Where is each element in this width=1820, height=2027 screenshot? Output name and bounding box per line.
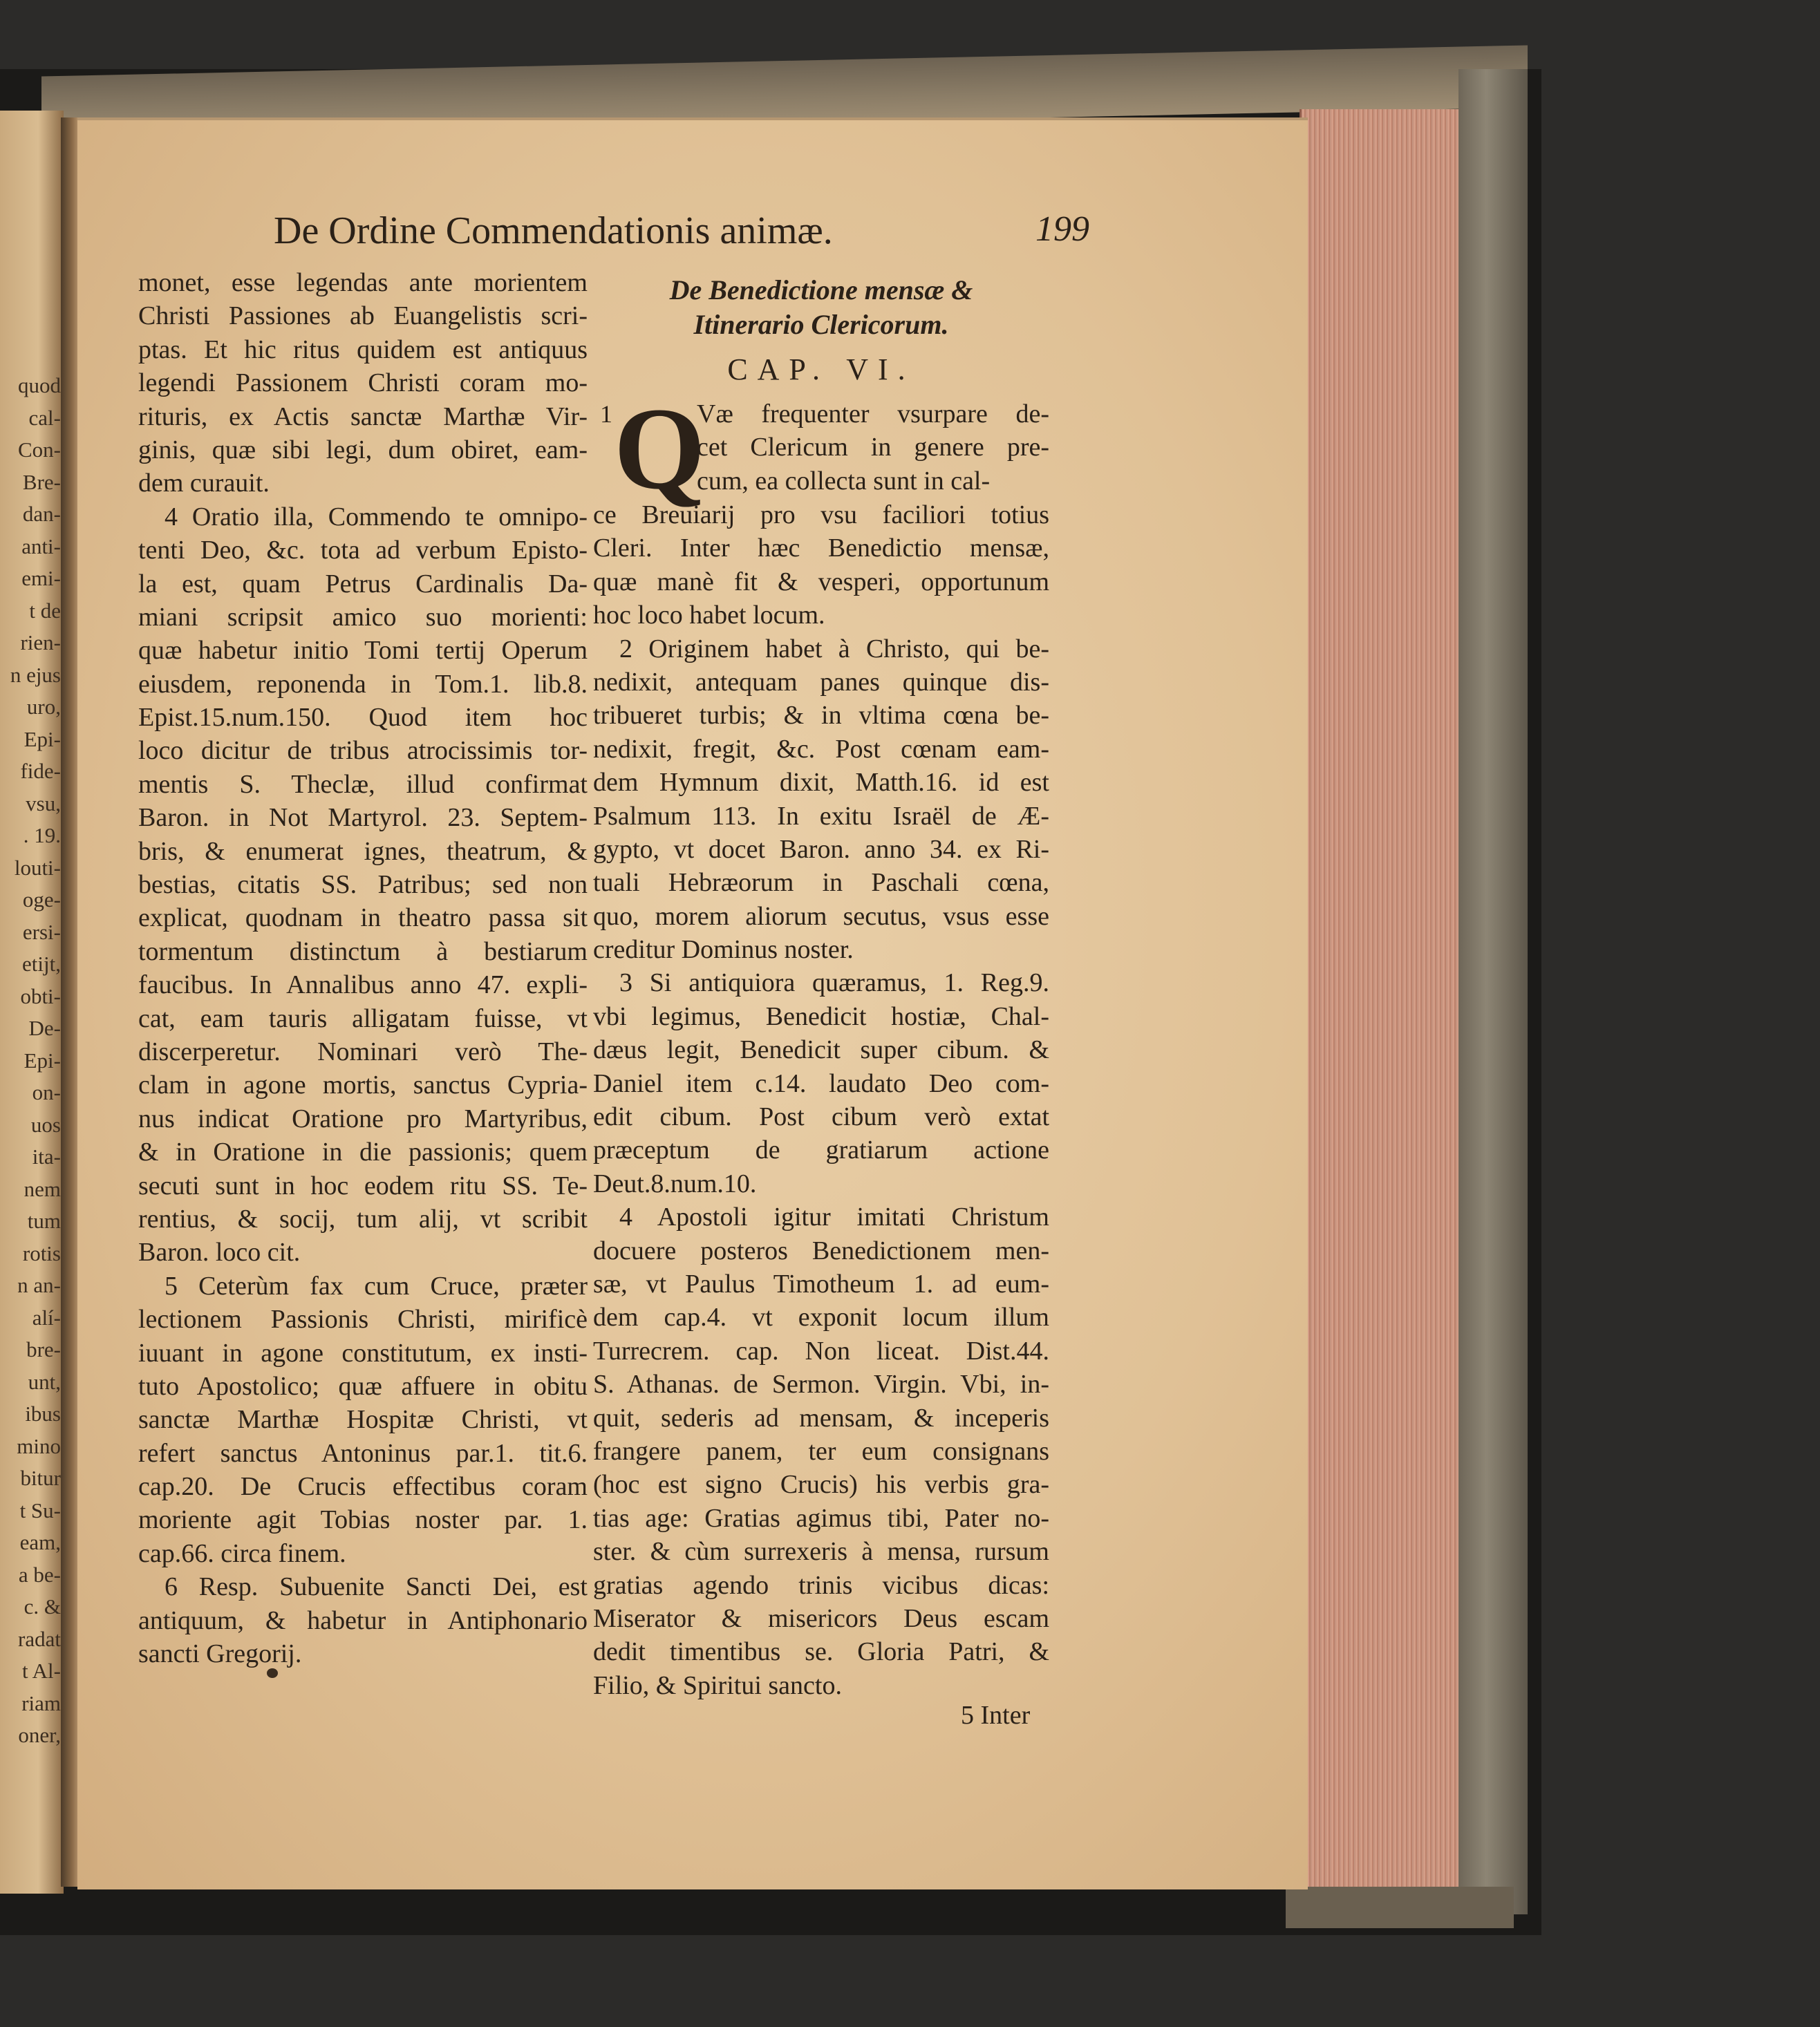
facing-page-fragment: Epi- — [24, 1048, 61, 1073]
facing-page-fragment: n ejus — [10, 662, 61, 687]
text-line: Deut.8.num.10. — [593, 1169, 757, 1198]
text-line: quo, morem aliorum secutus, vsus esse — [593, 901, 1049, 931]
text-line: dem Hymnum dixit, Matth.16. id est — [593, 768, 1049, 798]
text-line: 5 Ceterùm fax cum Cruce, præter — [165, 1271, 588, 1301]
text-line: creditur Dominus noster. — [593, 935, 854, 965]
dropcap-lines — [697, 397, 1049, 498]
text-line: nus indicat Oratione pro Martyribus, — [138, 1104, 588, 1133]
text-line: tias age: Gratias agimus tibi, Pater no- — [593, 1503, 1049, 1533]
chapter-label: CAP. VI. — [727, 352, 915, 386]
facing-page-fragment: quod — [18, 373, 61, 397]
text-line: ster. & cùm surrexeris à mensa, rursum — [593, 1537, 1049, 1567]
text-line: legendi Passionem Christi coram mo- — [138, 368, 588, 398]
section-heading-line: Itinerario Clericorum. — [693, 309, 949, 340]
facing-page-fragment: ersi- — [22, 919, 61, 944]
facing-page-fragment: c. & — [24, 1594, 61, 1619]
text-line: miani scripsit amico suo morienti: — [138, 602, 588, 632]
text-line: 4 Apostoli igitur imitati Christum — [619, 1203, 1049, 1232]
text-line: tribueret turbis; & in vltima cœna be- — [593, 701, 1049, 730]
facing-page-fragment: alí- — [32, 1305, 61, 1330]
facing-page-fragment: Bre- — [22, 469, 61, 494]
text-line: cum, ea collecta sunt in cal- — [697, 466, 991, 496]
text-line: & in Oratione in die passionis; quem — [138, 1138, 588, 1167]
facing-page-fragment: ita- — [32, 1144, 61, 1169]
facing-page-fragment: dan- — [22, 502, 61, 526]
facing-page-fragment: De- — [28, 1016, 61, 1040]
text-line: gratias agendo trinis vicibus dicas: — [593, 1570, 1049, 1600]
text-line: (hoc est signo Crucis) his verbis gra- — [593, 1470, 1049, 1500]
facing-page-fragment: fide- — [20, 759, 61, 783]
text-line: monet, esse legendas ante morientem — [138, 268, 588, 297]
text-line: Daniel item c.14. laudato Deo com- — [593, 1068, 1049, 1098]
facing-page-fragment: etijt, — [22, 952, 61, 976]
facing-page-fragment: n an- — [17, 1273, 61, 1297]
text-line: secuti sunt in hoc eodem ritu SS. Te- — [138, 1171, 588, 1200]
text-line: nedixit, antequam panes quinque dis- — [593, 667, 1049, 697]
text-line: edit cibum. Post cibum verò extat — [593, 1102, 1049, 1132]
section-heading-line: De Benedictione mensæ & — [669, 274, 973, 305]
text-line: Psalmum 113. In exitu Israël de Æ- — [593, 801, 1049, 831]
text-line: gypto, vt docet Baron. anno 34. ex Ri- — [593, 834, 1049, 864]
facing-page-fragment: t Su- — [19, 1498, 61, 1522]
text-line: Epist.15.num.150. Quod item hoc — [138, 703, 588, 733]
facing-page-fragment: vsu, — [26, 791, 61, 815]
text-line: quit, sederis ad mensam, & inceperis — [593, 1403, 1049, 1433]
text-line: dæus legit, Benedicit super cibum. & — [593, 1035, 1049, 1065]
facing-page-fragment: . 19. — [23, 823, 61, 847]
facing-page-fragment: ibus — [25, 1402, 61, 1426]
text-line: dedit timentibus se. Gloria Patri, & — [593, 1637, 1049, 1667]
facing-page-fragment: uos — [30, 1112, 61, 1137]
text-line: Væ frequenter vsurpare de- — [697, 399, 1049, 428]
text-line: vbi legimus, Benedicit hostiæ, Chal- — [593, 1001, 1049, 1031]
text-line: la est, quam Petrus Cardinalis Da- — [138, 569, 588, 598]
text-line: S. Athanas. de Sermon. Virgin. Vbi, in- — [593, 1370, 1049, 1399]
text-line: tormentum distinctum à bestiarum — [138, 936, 588, 966]
paragraph-number: 1 — [600, 400, 612, 428]
text-line: docuere posteros Benedictionem men- — [593, 1236, 1049, 1265]
text-line: iuuant in agone constitutum, ex insti- — [138, 1338, 588, 1368]
text-line: faucibus. In Annalibus anno 47. expli- — [138, 970, 588, 1000]
page-header — [274, 209, 1089, 257]
text-line: bris, & enumerat ignes, theatrum, & — [138, 836, 588, 866]
book-bottom-edge — [1286, 1887, 1514, 1928]
text-line: 2 Originem habet à Christo, qui be- — [619, 634, 1049, 663]
text-line: tenti Deo, &c. tota ad verbum Episto- — [138, 536, 588, 565]
text-line: quæ manè fit & vesperi, opportunum — [593, 567, 1049, 596]
text-line: Filio, & Spiritui sancto. — [593, 1670, 842, 1700]
facing-page-fragment: uro, — [26, 695, 61, 719]
facing-page-fragment: emi- — [21, 566, 61, 590]
drop-cap-initial: Q — [614, 384, 706, 513]
text-line: moriente agit Tobias noster par. 1. — [138, 1505, 588, 1535]
catchword: 5 Inter — [961, 1701, 1031, 1730]
facing-page-fragment: oge- — [22, 887, 61, 912]
facing-page-fragment: rien- — [20, 630, 61, 654]
facing-page-fragment: louti- — [14, 855, 61, 880]
facing-page-fragment: cal- — [28, 405, 61, 430]
text-line: sancti Gregorij. — [138, 1639, 302, 1669]
text-line: loco dicitur de tribus atrocissimis tor- — [138, 736, 588, 766]
page-number: 199 — [1035, 209, 1089, 249]
facing-page-fragment: t de — [29, 598, 61, 623]
facing-page-fragment: eam, — [19, 1530, 61, 1554]
text-line: ptas. Et hic ritus quidem est antiquus — [138, 334, 588, 364]
facing-page-fragment: on- — [32, 1080, 61, 1104]
facing-page-fragment: rotis — [22, 1241, 61, 1265]
facing-page-fragment: tum — [27, 1209, 61, 1233]
facing-page-margin — [0, 111, 64, 1894]
text-line: Turrecrem. cap. Non liceat. Dist.44. — [593, 1336, 1049, 1366]
text-line: rentius, & socij, tum alij, vt scribit — [138, 1204, 588, 1234]
text-line: cet Clericum in genere pre- — [697, 433, 1049, 462]
text-line: tuali Hebræorum in Paschali cœna, — [593, 868, 1049, 898]
text-line: sanctæ Marthæ Hospitæ Christi, vt — [138, 1405, 588, 1435]
facing-page-fragment: t Al- — [22, 1659, 61, 1683]
text-line: discerperetur. Nominari verò The- — [138, 1037, 588, 1066]
text-line: bestias, citatis SS. Patribus; sed non — [138, 870, 588, 900]
text-line: quæ habetur initio Tomi tertij Operum — [138, 636, 588, 666]
text-line: ce Breuiarij pro vsu faciliori totius — [593, 500, 1049, 529]
text-line: tuto Apostolico; quæ affuere in obitu — [138, 1371, 588, 1401]
text-line: Cleri. Inter hæc Benedictio mensæ, — [593, 534, 1049, 563]
facing-page-fragment: radat — [18, 1626, 61, 1651]
back-cover-board — [1458, 69, 1528, 1914]
facing-page-fragment: Epi- — [24, 726, 61, 751]
facing-page-fragment: riam — [21, 1690, 61, 1715]
text-line: eiusdem, reponenda in Tom.1. lib.8. — [138, 669, 588, 699]
text-line: Baron. loco cit. — [138, 1238, 301, 1267]
text-line: dem cap.4. vt exponit locum illum — [593, 1303, 1049, 1332]
text-line: ginis, quæ sibi legi, dum obiret, eam- — [138, 435, 588, 464]
facing-page-fragment: obti- — [20, 983, 61, 1008]
text-line: hoc loco habet locum. — [593, 601, 825, 630]
text-line: 3 Si antiquiora quæramus, 1. Reg.9. — [619, 968, 1049, 998]
facing-page-fragment: mino — [17, 1433, 61, 1458]
facing-page-fragment: oner, — [18, 1723, 61, 1747]
text-line: cap.66. circa finem. — [138, 1538, 346, 1568]
right-column-lines — [593, 498, 1049, 1702]
text-line: rituris, ex Actis sanctæ Marthæ Vir- — [138, 402, 588, 431]
text-line: lectionem Passionis Christi, mirificè — [138, 1305, 588, 1335]
facing-page-fragment: bitur — [20, 1466, 61, 1490]
facing-page-fragment: Con- — [18, 437, 61, 462]
text-line: Christi Passiones ab Euangelistis scri- — [138, 301, 588, 331]
text-line: cap.20. De Crucis effectibus coram — [138, 1472, 588, 1502]
text-line: cat, eam tauris alligatam fuisse, vt — [138, 1003, 588, 1033]
ink-blot — [267, 1668, 278, 1678]
text-line: 4 Oratio illa, Commendo te omnipo- — [165, 502, 588, 531]
facing-page-fragment: nem — [24, 1176, 61, 1201]
facing-page-fragment: anti- — [21, 534, 61, 558]
text-line: Miserator & misericors Deus escam — [593, 1603, 1049, 1633]
text-line: frangere panem, ter eum consignans — [593, 1436, 1049, 1466]
text-line: explicat, quodnam in theatro passa sit — [138, 903, 588, 933]
left-text-column — [138, 266, 588, 1670]
text-line: clam in agone mortis, sanctus Cypria- — [138, 1071, 588, 1100]
text-line: præceptum de gratiarum actione — [593, 1135, 1049, 1165]
facing-page-fragment: bre- — [26, 1337, 61, 1361]
facing-page-fragment: unt, — [28, 1369, 61, 1394]
running-title: De Ordine Commendationis animæ. — [274, 209, 833, 252]
opening-paragraph — [593, 384, 1049, 605]
text-line: 6 Resp. Subuenite Sancti Dei, est — [165, 1572, 588, 1602]
text-line: sæ, vt Paulus Timotheum 1. ad eum- — [593, 1269, 1049, 1299]
text-line: Baron. in Not Martyrol. 23. Septem- — [138, 803, 588, 833]
text-line: mentis S. Theclæ, illud confirmat — [138, 769, 588, 799]
text-line: nedixit, fregit, &c. Post cœnam eam- — [593, 734, 1049, 764]
facing-page-fragment: a be- — [18, 1562, 61, 1587]
right-text-column — [593, 273, 1049, 1702]
text-line: refert sanctus Antoninus par.1. tit.6. — [138, 1438, 588, 1468]
page-edges — [1300, 109, 1467, 1892]
text-line: dem curauit. — [138, 469, 270, 498]
text-line: antiquum, & habetur in Antiphonario — [138, 1605, 588, 1635]
